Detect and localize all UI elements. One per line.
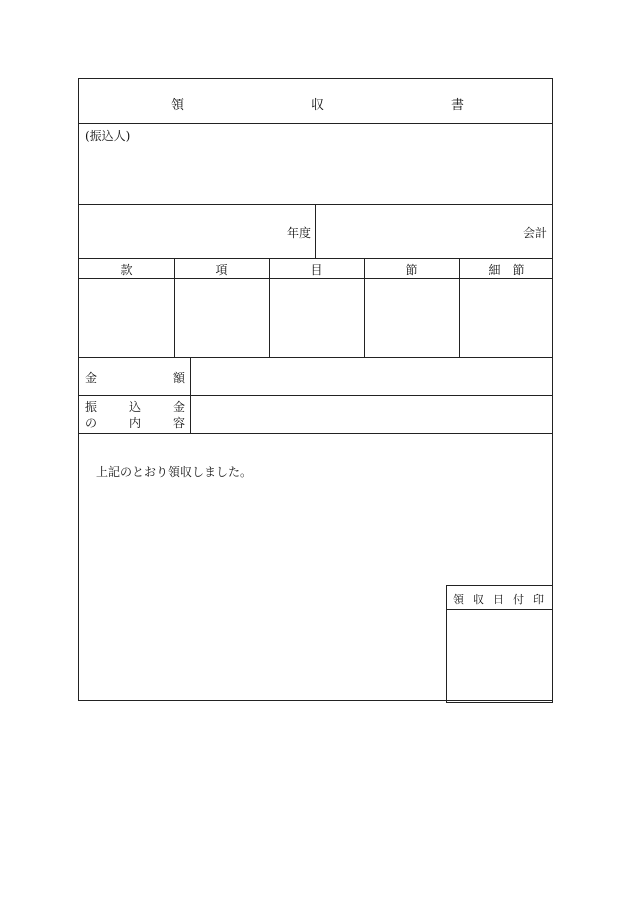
title-char-2: 収	[311, 98, 325, 113]
payer-label: (振込人)	[85, 129, 131, 143]
amount-row	[79, 357, 552, 396]
transfer-label-1c: 金	[173, 400, 186, 414]
fiscal-row	[79, 204, 552, 259]
amount-divider	[190, 357, 191, 395]
transfer-label-2c: 容	[173, 416, 186, 430]
col-divider-1	[174, 278, 175, 357]
amount-label-right: 額	[173, 371, 186, 385]
header-moku: 目	[310, 263, 323, 277]
stamp-char-1: 領	[453, 593, 464, 606]
receipt-date-stamp-box	[446, 585, 553, 703]
header-kou: 項	[215, 263, 228, 277]
budget-header-row	[79, 258, 552, 279]
transfer-label-1a: 振	[85, 400, 98, 414]
receipt-form	[78, 78, 553, 701]
stamp-char-2: 収	[473, 593, 484, 606]
note-section	[79, 433, 552, 702]
stamp-char-4: 付	[513, 593, 524, 606]
account-label: 会計	[523, 226, 548, 240]
stamp-char-5: 印	[533, 593, 544, 606]
col-divider-2	[269, 278, 270, 357]
transfer-row	[79, 395, 552, 434]
payer-section	[79, 123, 552, 205]
col-divider-3	[364, 278, 365, 357]
stamp-header	[447, 586, 552, 610]
title-row	[79, 79, 552, 124]
fiscal-divider	[315, 204, 316, 258]
col-divider-4	[459, 278, 460, 357]
transfer-label-2a: の	[85, 416, 98, 430]
transfer-divider	[190, 395, 191, 433]
transfer-label-1b: 込	[129, 400, 142, 414]
amount-label-left: 金	[85, 371, 98, 385]
receipt-note: 上記のとおり領収しました。	[96, 465, 253, 479]
fiscal-year-label: 年度	[287, 226, 312, 240]
header-saisetsu: 細 節	[488, 263, 525, 277]
budget-body-row	[79, 278, 552, 358]
title-char-1: 領	[171, 98, 185, 113]
header-setsu: 節	[405, 263, 418, 277]
stamp-char-3: 日	[493, 593, 504, 606]
header-kan: 款	[120, 263, 133, 277]
title-char-3: 書	[451, 98, 465, 113]
transfer-label-2b: 内	[129, 416, 142, 430]
